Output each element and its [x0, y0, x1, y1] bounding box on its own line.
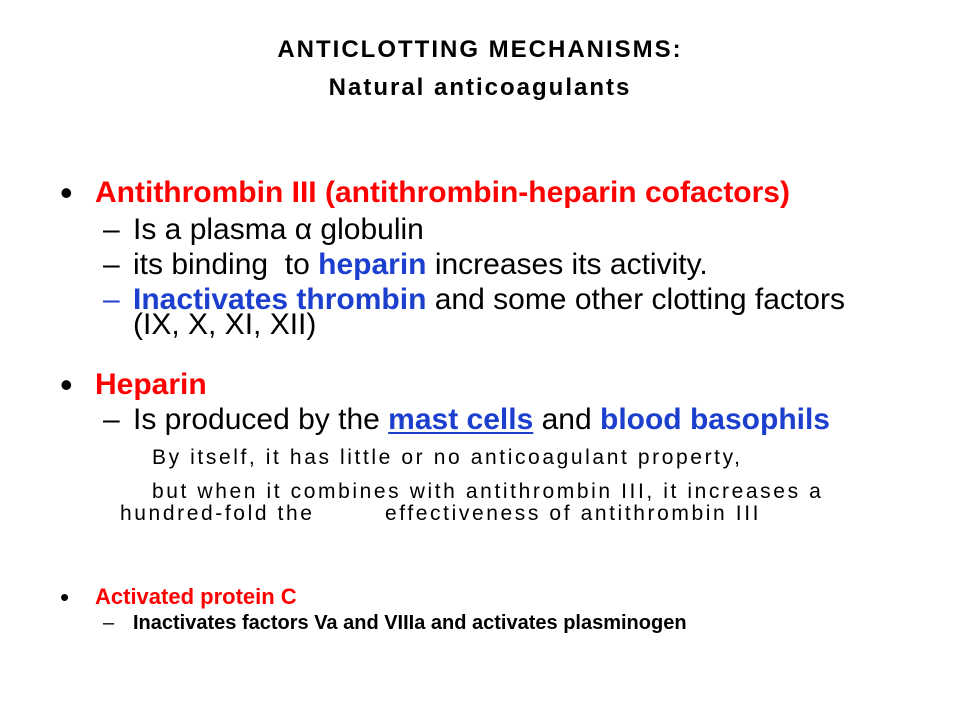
text-segment: and — [533, 403, 600, 436]
bullet-marker: • — [60, 364, 73, 405]
list-item-continuation — [0, 307, 960, 343]
dash-marker: – — [103, 213, 120, 246]
bullet-marker: • — [60, 582, 70, 612]
note-text: By itself, it has little or no anticoagulant property, — [152, 446, 743, 469]
text-segment: and some other clotting factors — [426, 283, 845, 316]
list-item — [0, 212, 960, 248]
note-line — [0, 445, 960, 471]
mast-cells-link[interactable]: mast cells — [388, 403, 534, 436]
heparin-heading: Heparin — [95, 368, 207, 401]
text-segment: increases its activity. — [426, 248, 708, 281]
list-item — [0, 247, 960, 283]
protein-c-heading-row — [0, 584, 960, 610]
protein-c-action-text: Inactivates factors Va and VIIIa and activates plasminogen — [133, 612, 687, 634]
note-text: hundred-fold the — [120, 502, 315, 525]
heparin-source-text — [133, 402, 830, 438]
clotting-factors-list: (IX, X, XI, XII) — [133, 308, 317, 341]
dash-marker: – — [103, 248, 120, 281]
antithrombin-heading-row — [0, 172, 960, 213]
text-segment: its binding to — [133, 248, 319, 281]
note-text: effectiveness of antithrombin III — [385, 502, 762, 525]
heparin-binding-text — [133, 247, 708, 283]
dash-marker: – — [103, 283, 120, 316]
list-item — [0, 611, 960, 635]
highlight-inactivates-thrombin: Inactivates thrombin — [133, 283, 427, 316]
note-text: but when it combines with antithrombin III, it increases a — [152, 480, 824, 503]
antithrombin-heading: Antithrombin III (antithrombin-heparin cofactors) — [95, 176, 790, 209]
note-line — [0, 501, 960, 527]
slide-subtitle: Natural anticoagulants — [328, 74, 632, 101]
highlight-blood-basophils: blood basophils — [600, 403, 830, 436]
highlight-heparin: heparin — [318, 248, 427, 281]
heparin-heading-row — [0, 364, 960, 405]
dash-marker: – — [103, 612, 115, 634]
dash-marker: – — [103, 403, 120, 436]
plasma-globulin-text: Is a plasma α globulin — [133, 213, 424, 246]
text-segment: Is produced by the — [133, 403, 389, 436]
protein-c-heading: Activated protein C — [95, 584, 297, 609]
list-item — [0, 402, 960, 438]
slide-title: ANTICLOTTING MECHANISMS: — [277, 36, 683, 63]
bullet-marker: • — [60, 172, 73, 213]
